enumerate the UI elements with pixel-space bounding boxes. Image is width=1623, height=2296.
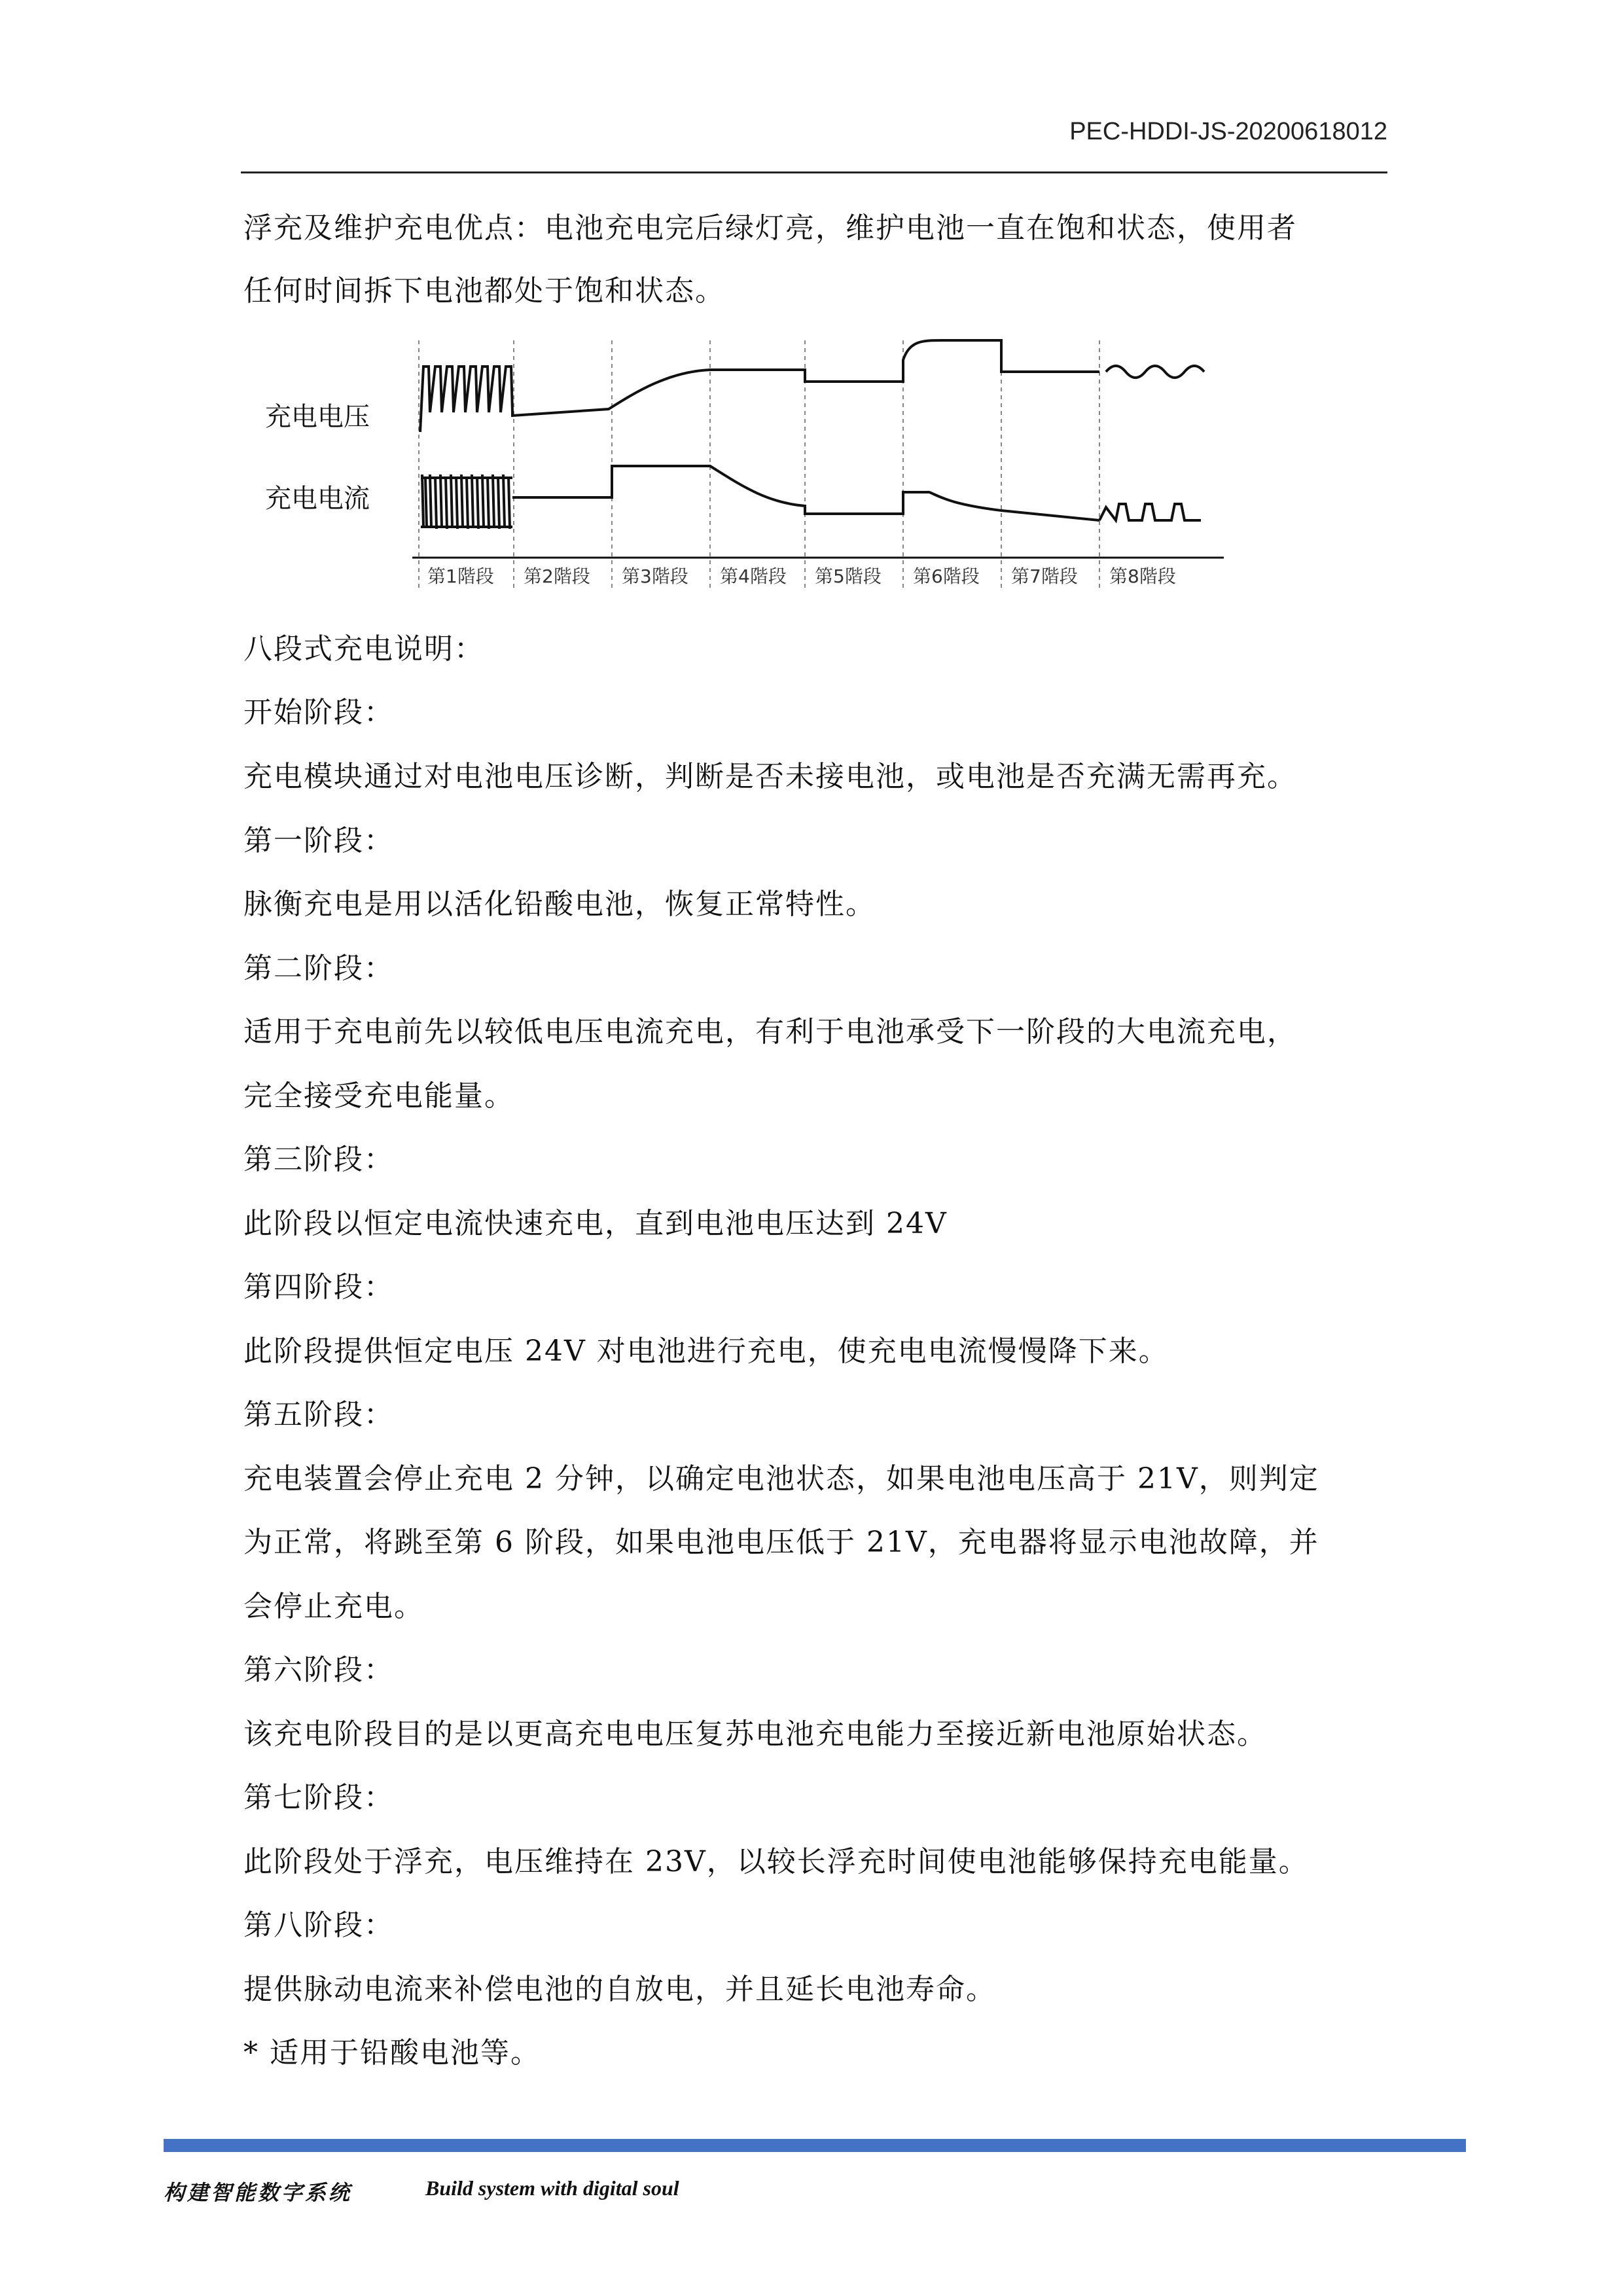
- header-divider: [241, 171, 1387, 173]
- paragraph: 充电模块通过对电池电压诊断，判断是否未接电池，或电池是否充满无需再充。: [243, 760, 1297, 793]
- paragraph: 第三阶段：: [243, 1143, 394, 1176]
- stage-label: 第1階段: [427, 565, 494, 587]
- footer-bar: [164, 2139, 1466, 2152]
- paragraph: 八段式充电说明：: [243, 632, 484, 666]
- stage-label: 第6階段: [913, 565, 980, 587]
- paragraph: 脉衡充电是用以活化铅酸电池，恢复正常特性。: [243, 888, 876, 921]
- current-label: 充电电流: [265, 484, 370, 514]
- voltage-label: 充电电压: [265, 402, 370, 432]
- paragraph: 会停止充电。: [243, 1590, 424, 1623]
- paragraph: 此阶段以恒定电流快速充电，直到电池电压达到 24V: [243, 1207, 948, 1240]
- paragraph: 为正常，将跳至第 6 阶段，如果电池电压低于 21V，充电器将显示电池故障，并: [243, 1526, 1319, 1559]
- current-waveform: [421, 466, 1201, 529]
- stage-label: 第3階段: [622, 565, 688, 587]
- stage-label: 第5階段: [815, 565, 882, 587]
- voltage-waveform: [420, 340, 1204, 432]
- paragraph: 第八阶段：: [243, 1909, 394, 1942]
- stage-label: 第8階段: [1109, 565, 1176, 587]
- paragraph: 任何时间拆下电池都处于饱和状态。: [243, 274, 725, 308]
- paragraph: 第七阶段：: [243, 1781, 394, 1814]
- paragraph: 开始阶段：: [243, 696, 394, 729]
- paragraph: 第一阶段：: [243, 824, 394, 857]
- paragraph: 该充电阶段目的是以更高充电电压复苏电池充电能力至接近新电池原始状态。: [243, 1717, 1267, 1751]
- paragraph: 浮充及维护充电优点：电池充电完后绿灯亮，维护电池一直在饱和状态，使用者: [243, 211, 1297, 245]
- paragraph: 第四阶段：: [243, 1270, 394, 1304]
- paragraph: 此阶段提供恒定电压 24V 对电池进行充电，使充电电流慢慢降下来。: [243, 1335, 1169, 1368]
- paragraph: * 适用于铅酸电池等。: [243, 2036, 541, 2070]
- stage-labels: [427, 565, 1176, 587]
- stage-label: 第4階段: [720, 565, 787, 587]
- footer-slogan-cn: 构建智能数字系统: [164, 2180, 353, 2205]
- stage-label: 第2階段: [524, 565, 590, 587]
- paragraph: 提供脉动电流来补偿电池的自放电，并且延长电池寿命。: [243, 1973, 996, 2006]
- paragraph: 适用于充电前先以较低电压电流充电，有利于电池承受下一阶段的大电流充电，: [243, 1015, 1297, 1049]
- charging-stage-diagram: [236, 321, 1230, 609]
- stage-label: 第7階段: [1011, 565, 1078, 587]
- footer-slogan-en: Build system with digital soul: [425, 2176, 679, 2200]
- stage-dividers: [419, 340, 1099, 589]
- paragraph: 第六阶段：: [243, 1653, 394, 1687]
- paragraph: 第五阶段：: [243, 1398, 394, 1431]
- paragraph: 此阶段处于浮充，电压维持在 23V，以较长浮充时间使电池能够保持充电能量。: [243, 1845, 1309, 1878]
- paragraph: 充电装置会停止充电 2 分钟，以确定电池状态，如果电池电压高于 21V，则判定: [243, 1462, 1319, 1496]
- paragraph: 第二阶段：: [243, 952, 394, 985]
- document-id: PEC-HDDI-JS-20200618012: [1069, 118, 1387, 145]
- paragraph: 完全接受充电能量。: [243, 1079, 514, 1113]
